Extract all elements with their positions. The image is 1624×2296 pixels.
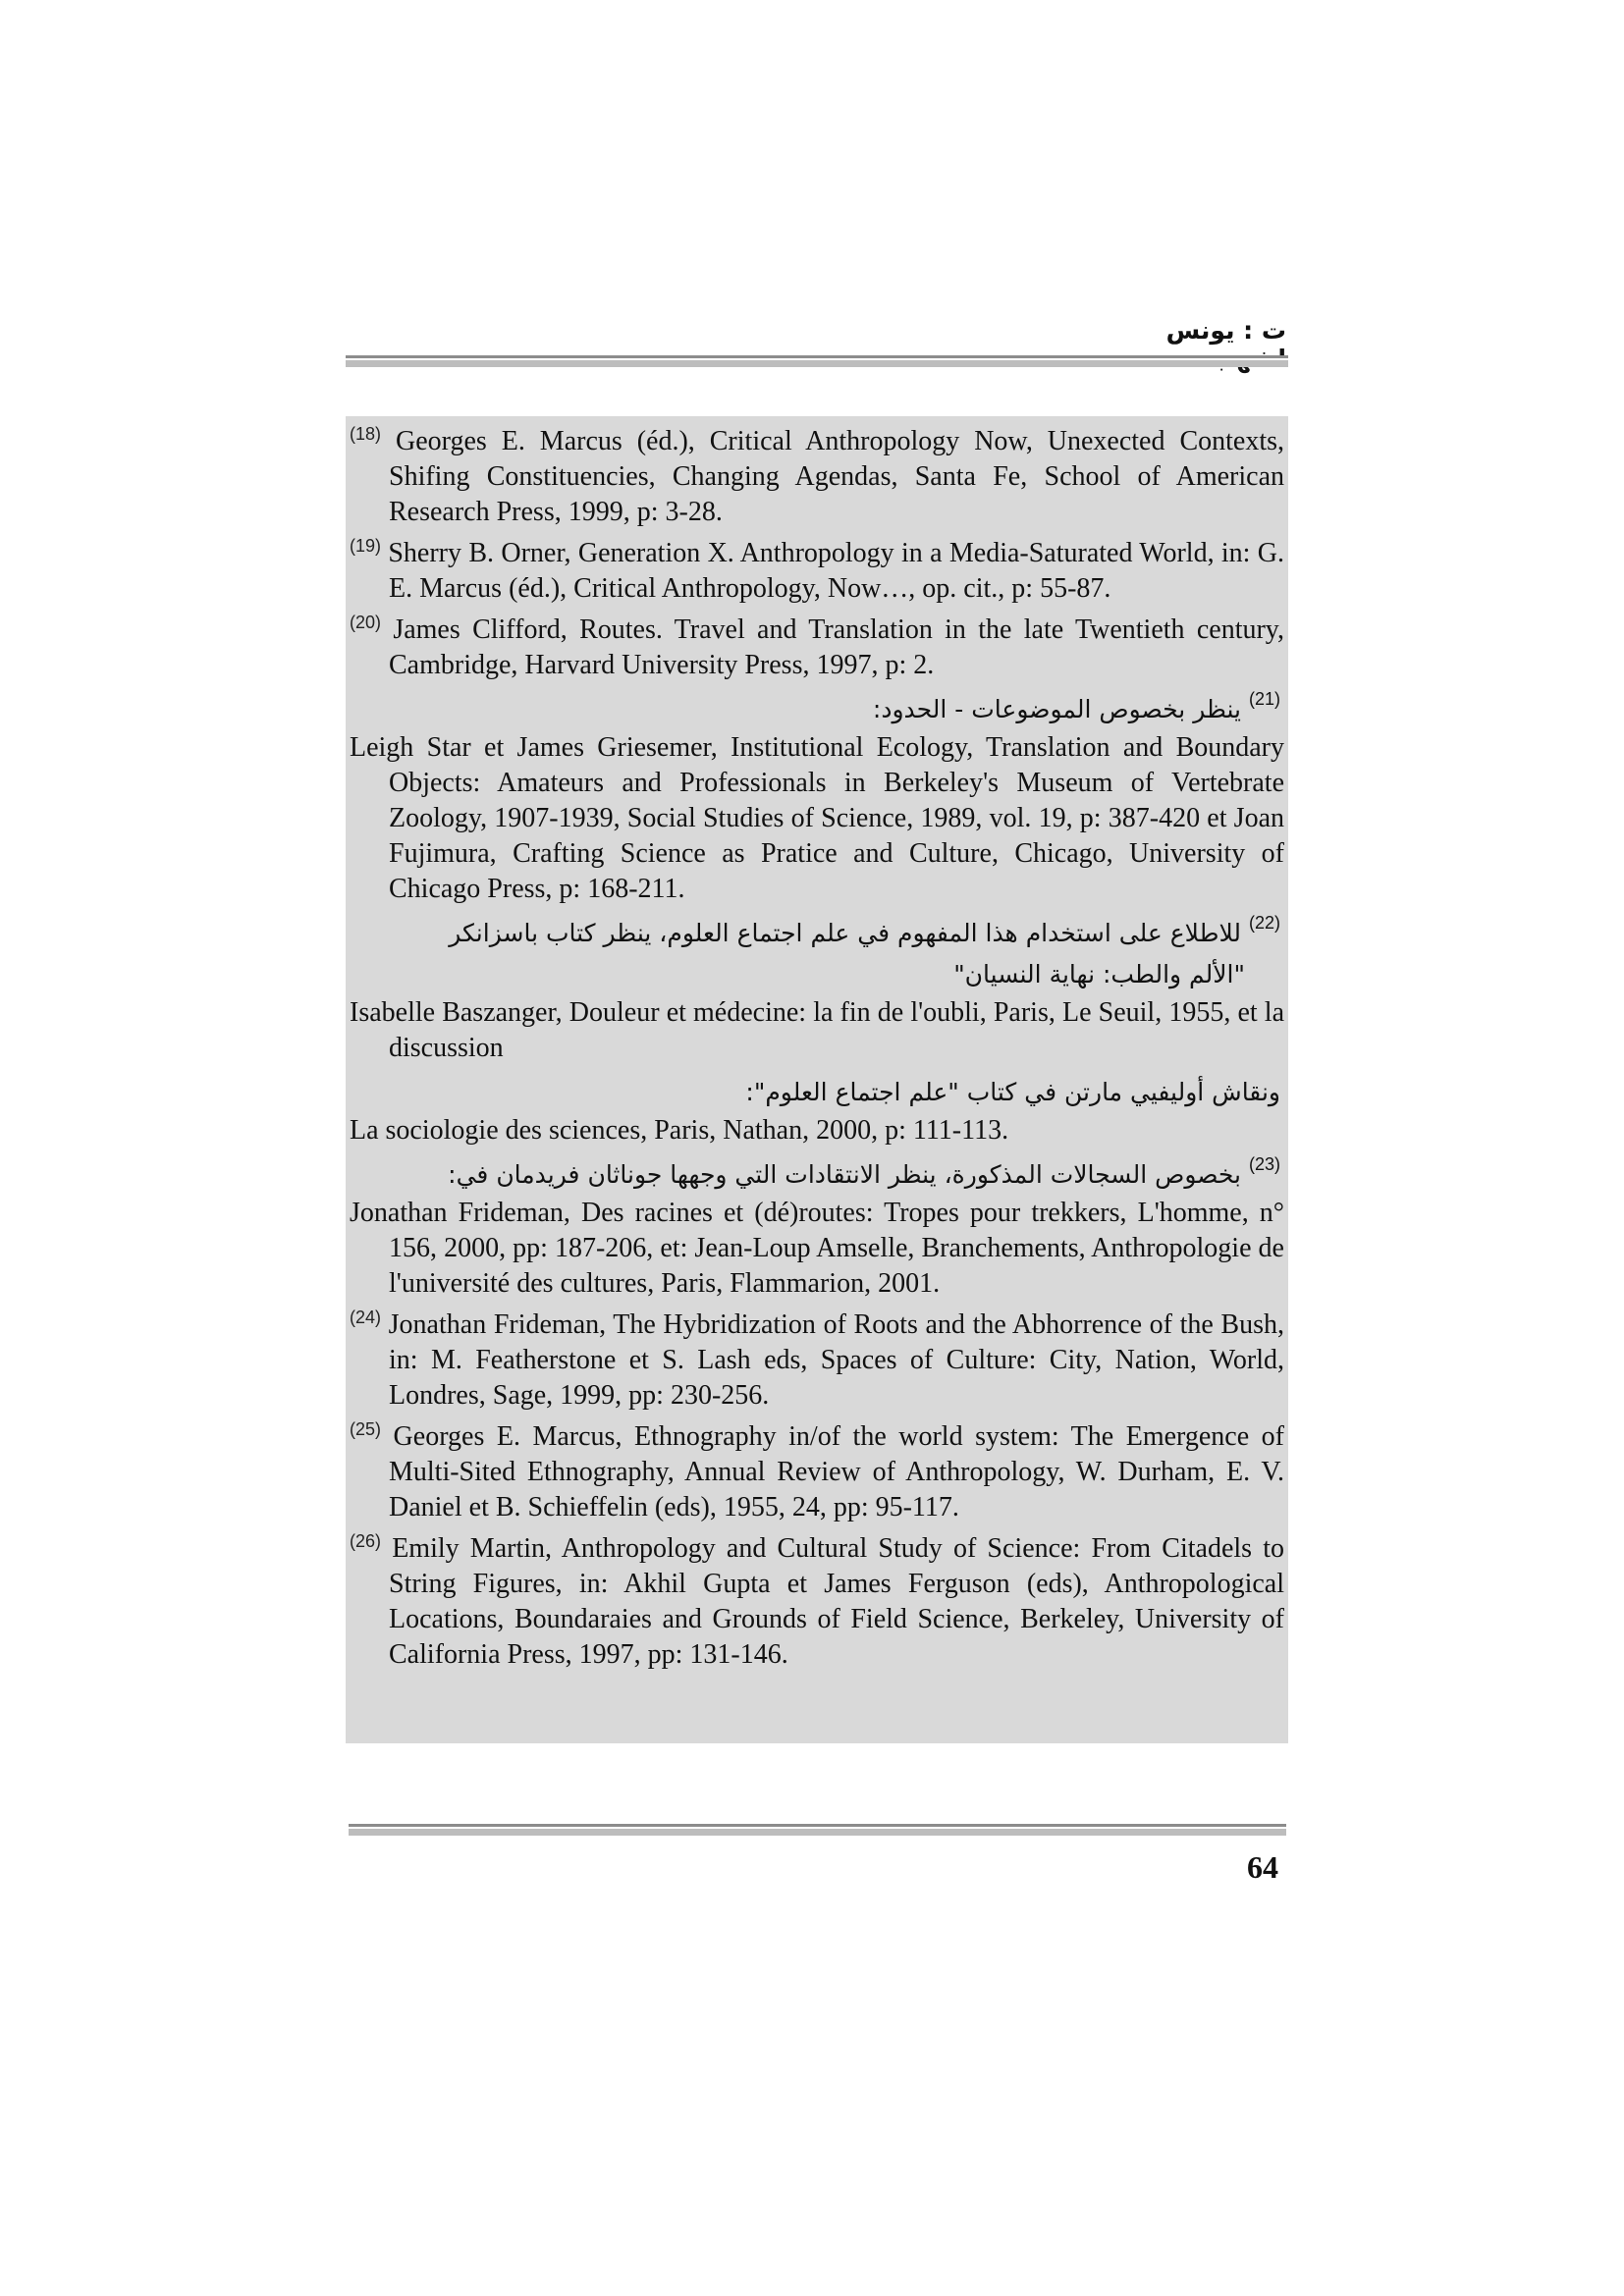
footnote-text: Emily Martin, Anthropology and Cultural Study of Science: From Citadels to String Figures, in: Akhil Gupta et James Ferguson (eds), Anthropological Locations, Boundaraies and Grounds of Field Science, Berkeley, University of California Press, 1997, pp: 131-146.: [389, 1533, 1285, 1670]
footnote-19: [350, 536, 1284, 607]
footnote-24: [350, 1308, 1284, 1414]
footnote-23-reference: [350, 1196, 1284, 1302]
footnote-text: Jonathan Frideman, The Hybridization of Roots and the Abhorrence of the Bush, in: M. Featherstone et S. Lash eds, Spaces of Culture: City, Nation, World, Londres, Sage, 1999, pp: 230-256.: [388, 1309, 1285, 1411]
footnote-22-reference-2: [350, 1113, 1284, 1148]
footnote-number: (24): [350, 1308, 382, 1327]
footnote-text: Jonathan Frideman, Des racines et (dé)routes: Tropes pour trekkers, L'homme, n° 156, 2000, pp: 187-206, et: Jean-Loup Amselle, Branchements, Anthropologie de l'université des cultures, Paris, Flammarion, 2001.: [350, 1198, 1284, 1299]
footnote-number: (18): [350, 424, 382, 444]
footnote-text: ينظر بخصوص الموضوعات - الحدود:: [872, 695, 1242, 723]
header-rule: [346, 355, 1288, 367]
footnote-26: [350, 1531, 1284, 1673]
footnote-22-reference: [350, 995, 1284, 1066]
footer-rule: [349, 1824, 1286, 1836]
footnote-text: Sherry B. Orner, Generation X. Anthropology in a Media-Saturated World, in: G. E. Marcus (éd.), Critical Anthropology, Now…, op. cit., p: 55-87.: [388, 538, 1285, 604]
footnote-number: (25): [350, 1419, 382, 1439]
running-head: ت : يونس: [1165, 316, 1286, 345]
footnote-text: Leigh Star et James Griesemer, Institutional Ecology, Translation and Boundary Objects: Amateurs and Professionals in Berkeley's Museum of Vertebrate Zoology, 1907-1939, Social Studies of Science, 1989, vol. 19, p: 387-420 et Joan Fujimura, Crafting Science as Pratice and Culture, Chicago, University of Chicago Press, p: 168-211.: [350, 732, 1284, 904]
page-number: 64: [1247, 1849, 1278, 1885]
footnote-text: La sociologie des sciences, Paris, Nathan, 2000, p: 111-113.: [350, 1115, 1009, 1146]
footnote-21-arabic: [350, 689, 1284, 730]
footnote-22-arabic: [350, 913, 1284, 954]
footnote-number: (22): [1248, 913, 1280, 933]
footnote-text: Georges E. Marcus (éd.), Critical Anthropology Now, Unexected Contexts, Shifing Constituencies, Changing Agendas, Santa Fe, School of American Research Press, 1999, p: 3-28.: [389, 426, 1285, 527]
footnote-number: (19): [350, 536, 382, 556]
footnote-number: (23): [1248, 1154, 1280, 1174]
footnote-text: Georges E. Marcus, Ethnography in/of the world system: The Emergence of Multi-Sited Ethnography, Annual Review of Anthropology, W. Durham, E. V. Daniel et B. Schieffelin (eds), 1955, 24, pp: 95-117.: [389, 1421, 1284, 1522]
footnote-text: James Clifford, Routes. Travel and Translation in the late Twentieth century, Cambridge, Harvard University Press, 1997, p: 2.: [389, 614, 1284, 680]
footnotes-block: [346, 416, 1288, 1743]
footnote-number: (21): [1248, 689, 1280, 709]
footnote-22-arabic-title: "الألم والطب: نهاية النسيان": [953, 960, 1245, 988]
footnote-23-arabic: [350, 1154, 1284, 1196]
footnote-number: (26): [350, 1531, 382, 1551]
footnote-21-reference: [350, 730, 1284, 907]
footnote-text: Isabelle Baszanger, Douleur et médecine: la fin de l'oubli, Paris, Le Seuil, 1955, et la discussion: [350, 997, 1284, 1063]
footnote-number: (20): [350, 613, 382, 632]
footnote-25: [350, 1419, 1284, 1525]
footnote-22-arabic-discussion: ونقاش أوليفيي مارتن في كتاب "علم اجتماع العلوم":: [745, 1078, 1280, 1106]
footnote-text: بخصوص السجالات المذكورة، ينظر الانتقادات التي وجهها جوناثان فريدمان في:: [448, 1160, 1242, 1189]
footnote-18: [350, 424, 1284, 530]
footnote-20: [350, 613, 1284, 683]
footnote-text: للاطلاع على استخدام هذا المفهوم في علم اجتماع العلوم، ينظر كتاب باسزانكر: [449, 919, 1242, 947]
